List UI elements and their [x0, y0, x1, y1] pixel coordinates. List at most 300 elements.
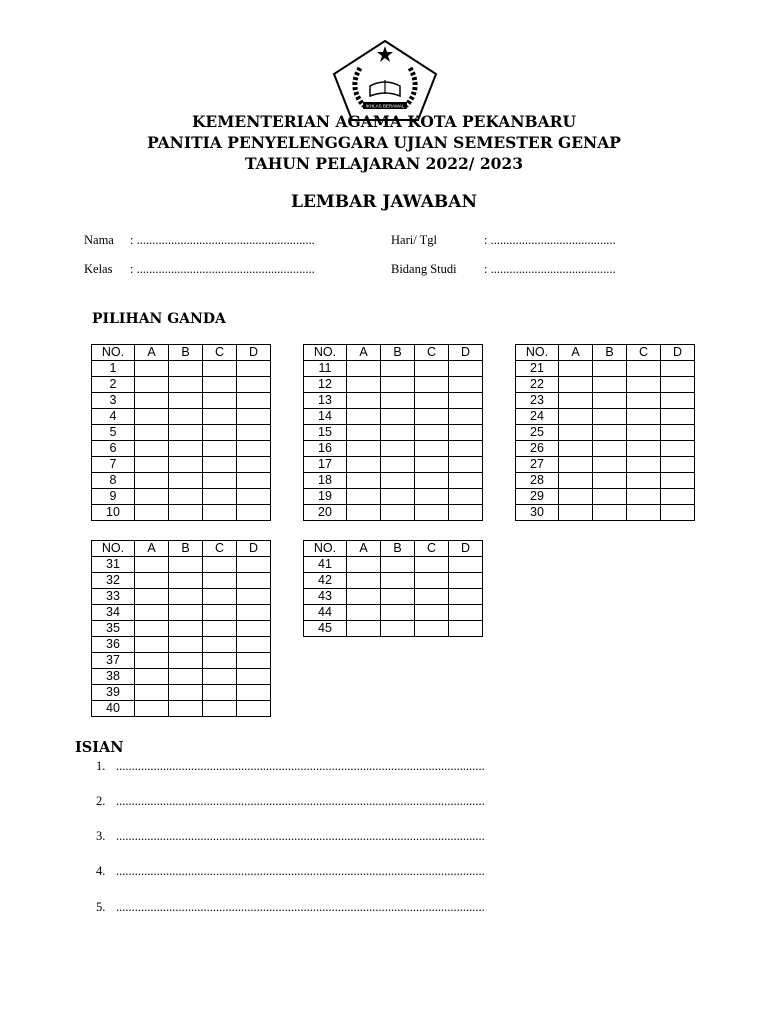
answer-cell[interactable]: [593, 361, 627, 377]
answer-cell[interactable]: [593, 473, 627, 489]
question-number: 14: [304, 409, 347, 425]
answer-cell[interactable]: [559, 409, 593, 425]
answer-cell[interactable]: [169, 457, 203, 473]
answer-cell[interactable]: [449, 361, 483, 377]
answer-cell[interactable]: [347, 473, 381, 489]
answer-cell[interactable]: [415, 457, 449, 473]
answer-cell[interactable]: [661, 505, 695, 521]
answer-cell[interactable]: [661, 457, 695, 473]
question-number: 27: [516, 457, 559, 473]
answer-cell[interactable]: [135, 425, 169, 441]
answer-cell[interactable]: [347, 621, 381, 637]
answer-cell[interactable]: [135, 393, 169, 409]
question-number: 31: [92, 557, 135, 573]
answer-cell[interactable]: [415, 505, 449, 521]
table-row: [516, 409, 695, 425]
answer-cell[interactable]: [559, 441, 593, 457]
answer-cell[interactable]: [203, 557, 237, 573]
table-header-row: [92, 541, 271, 557]
answer-cell[interactable]: [593, 425, 627, 441]
answer-cell[interactable]: [203, 685, 237, 701]
table-row: [92, 473, 271, 489]
answer-cell[interactable]: [135, 361, 169, 377]
answer-cell[interactable]: [169, 393, 203, 409]
answer-cell[interactable]: [203, 457, 237, 473]
isian-number: 4.: [96, 864, 106, 878]
answer-cell[interactable]: [449, 393, 483, 409]
answer-cell[interactable]: [415, 589, 449, 605]
column-header-option: A: [135, 541, 169, 557]
isian-answer-line[interactable]: ......................................................................................................................: [116, 759, 485, 773]
table-row: [92, 605, 271, 621]
answer-cell[interactable]: [661, 409, 695, 425]
answer-cell[interactable]: [347, 377, 381, 393]
answer-cell[interactable]: [169, 685, 203, 701]
answer-cell[interactable]: [381, 505, 415, 521]
question-number: 37: [92, 653, 135, 669]
isian-answer-line[interactable]: ......................................................................................................................: [116, 829, 485, 843]
answer-cell[interactable]: [449, 589, 483, 605]
question-number: 32: [92, 573, 135, 589]
answer-cell[interactable]: [381, 377, 415, 393]
column-header-option: C: [627, 345, 661, 361]
answer-cell[interactable]: [449, 441, 483, 457]
pilihan-ganda-heading: PILIHAN GANDA: [92, 311, 226, 327]
answer-cell[interactable]: [347, 393, 381, 409]
table-row: [304, 505, 483, 521]
table-row: [304, 489, 483, 505]
table-row: [92, 573, 271, 589]
answer-cell[interactable]: [169, 557, 203, 573]
column-header-option: C: [415, 345, 449, 361]
answer-cell[interactable]: [627, 393, 661, 409]
answer-cell[interactable]: [203, 669, 237, 685]
answer-cell[interactable]: [237, 653, 271, 669]
answer-cell[interactable]: [135, 621, 169, 637]
answer-cell[interactable]: [559, 473, 593, 489]
answer-cell[interactable]: [169, 505, 203, 521]
question-number: 43: [304, 589, 347, 605]
answer-cell[interactable]: [169, 409, 203, 425]
column-header-option: D: [661, 345, 695, 361]
answer-cell[interactable]: [169, 425, 203, 441]
answer-cell[interactable]: [135, 653, 169, 669]
answer-cell[interactable]: [593, 393, 627, 409]
hari-value[interactable]: : ........................................: [484, 233, 616, 247]
answer-cell[interactable]: [627, 505, 661, 521]
answer-cell[interactable]: [415, 441, 449, 457]
answer-cell[interactable]: [593, 441, 627, 457]
answer-cell[interactable]: [169, 653, 203, 669]
answer-cell[interactable]: [559, 393, 593, 409]
answer-cell[interactable]: [135, 441, 169, 457]
answer-cell[interactable]: [237, 557, 271, 573]
answer-table-31-40: [91, 540, 271, 717]
isian-answer-line[interactable]: ......................................................................................................................: [116, 900, 485, 914]
answer-cell[interactable]: [381, 589, 415, 605]
answer-cell[interactable]: [661, 361, 695, 377]
table-row: [516, 489, 695, 505]
answer-cell[interactable]: [593, 409, 627, 425]
answer-cell[interactable]: [237, 589, 271, 605]
table-row: [304, 457, 483, 473]
answer-cell[interactable]: [449, 473, 483, 489]
answer-cell[interactable]: [449, 573, 483, 589]
table-row: [304, 393, 483, 409]
isian-number: 3.: [96, 829, 106, 843]
question-number: 40: [92, 701, 135, 717]
answer-cell[interactable]: [135, 589, 169, 605]
isian-number: 2.: [96, 794, 106, 808]
isian-heading: ISIAN: [75, 739, 124, 756]
question-number: 19: [304, 489, 347, 505]
answer-cell[interactable]: [169, 573, 203, 589]
answer-cell[interactable]: [661, 489, 695, 505]
answer-cell[interactable]: [381, 489, 415, 505]
table-header-row: [304, 541, 483, 557]
question-number: 34: [92, 605, 135, 621]
question-number: 16: [304, 441, 347, 457]
column-header-option: C: [203, 345, 237, 361]
answer-cell[interactable]: [203, 505, 237, 521]
answer-cell[interactable]: [203, 637, 237, 653]
column-header-no: NO.: [92, 541, 135, 557]
table-row: [92, 557, 271, 573]
answer-cell[interactable]: [237, 637, 271, 653]
answer-cell[interactable]: [237, 409, 271, 425]
isian-item: [96, 794, 485, 809]
answer-cell[interactable]: [415, 377, 449, 393]
answer-cell[interactable]: [559, 377, 593, 393]
column-header-no: NO.: [92, 345, 135, 361]
answer-cell[interactable]: [135, 605, 169, 621]
table-row: [92, 441, 271, 457]
answer-cell[interactable]: [135, 573, 169, 589]
question-number: 33: [92, 589, 135, 605]
answer-cell[interactable]: [593, 489, 627, 505]
answer-cell[interactable]: [135, 685, 169, 701]
table-row: [516, 393, 695, 409]
column-header-option: D: [449, 541, 483, 557]
answer-cell[interactable]: [135, 473, 169, 489]
hari-label: Hari/ Tgl: [391, 233, 437, 247]
answer-cell[interactable]: [627, 441, 661, 457]
answer-cell[interactable]: [381, 457, 415, 473]
answer-cell[interactable]: [627, 425, 661, 441]
answer-cell[interactable]: [449, 557, 483, 573]
answer-cell[interactable]: [135, 409, 169, 425]
table-row: [92, 377, 271, 393]
isian-item: [96, 759, 485, 774]
answer-cell[interactable]: [415, 473, 449, 489]
answer-cell[interactable]: [559, 361, 593, 377]
answer-cell[interactable]: [237, 377, 271, 393]
answer-cell[interactable]: [593, 457, 627, 473]
answer-cell[interactable]: [237, 505, 271, 521]
question-number: 36: [92, 637, 135, 653]
isian-answer-line[interactable]: ......................................................................................................................: [116, 864, 485, 878]
answer-cell[interactable]: [203, 653, 237, 669]
table-row: [304, 473, 483, 489]
answer-cell[interactable]: [135, 457, 169, 473]
answer-cell[interactable]: [347, 409, 381, 425]
table-row: [304, 589, 483, 605]
nama-label: Nama: [84, 233, 114, 247]
answer-cell[interactable]: [237, 669, 271, 685]
question-number: 1: [92, 361, 135, 377]
answer-cell[interactable]: [169, 621, 203, 637]
answer-cell[interactable]: [135, 701, 169, 717]
answer-cell[interactable]: [237, 441, 271, 457]
answer-cell[interactable]: [169, 589, 203, 605]
answer-cell[interactable]: [627, 457, 661, 473]
answer-cell[interactable]: [381, 425, 415, 441]
table-row: [304, 377, 483, 393]
question-number: 20: [304, 505, 347, 521]
answer-cell[interactable]: [169, 605, 203, 621]
answer-cell[interactable]: [381, 605, 415, 621]
answer-cell[interactable]: [415, 573, 449, 589]
answer-cell[interactable]: [203, 605, 237, 621]
answer-cell[interactable]: [237, 361, 271, 377]
table-row: [92, 361, 271, 377]
question-number: 5: [92, 425, 135, 441]
answer-cell[interactable]: [237, 473, 271, 489]
answer-table-21-30: [515, 344, 695, 521]
answer-cell[interactable]: [135, 489, 169, 505]
table-row: [92, 621, 271, 637]
answer-cell[interactable]: [661, 441, 695, 457]
question-number: 22: [516, 377, 559, 393]
answer-cell[interactable]: [203, 573, 237, 589]
answer-cell[interactable]: [237, 425, 271, 441]
table-row: [516, 505, 695, 521]
answer-cell[interactable]: [203, 393, 237, 409]
answer-cell[interactable]: [449, 457, 483, 473]
answer-cell[interactable]: [559, 505, 593, 521]
answer-cell[interactable]: [381, 393, 415, 409]
answer-cell[interactable]: [627, 409, 661, 425]
question-number: 45: [304, 621, 347, 637]
answer-cell[interactable]: [237, 457, 271, 473]
table-header-row: [304, 345, 483, 361]
question-number: 38: [92, 669, 135, 685]
answer-cell[interactable]: [169, 441, 203, 457]
question-number: 41: [304, 557, 347, 573]
question-number: 35: [92, 621, 135, 637]
answer-cell[interactable]: [381, 361, 415, 377]
question-number: 18: [304, 473, 347, 489]
question-number: 26: [516, 441, 559, 457]
answer-cell[interactable]: [203, 701, 237, 717]
kelas-value[interactable]: : .........................................................: [130, 262, 315, 276]
column-header-option: A: [347, 541, 381, 557]
question-number: 2: [92, 377, 135, 393]
table-row: [92, 653, 271, 669]
column-header-option: B: [593, 345, 627, 361]
answer-cell[interactable]: [347, 505, 381, 521]
answer-cell[interactable]: [237, 685, 271, 701]
answer-cell[interactable]: [415, 557, 449, 573]
question-number: 42: [304, 573, 347, 589]
question-number: 17: [304, 457, 347, 473]
answer-cell[interactable]: [347, 457, 381, 473]
answer-cell[interactable]: [203, 441, 237, 457]
svg-text:IKHLAS BERAMAL: IKHLAS BERAMAL: [365, 103, 405, 109]
answer-cell[interactable]: [135, 637, 169, 653]
answer-cell[interactable]: [559, 425, 593, 441]
table-header-row: [516, 345, 695, 361]
nama-value[interactable]: : .........................................................: [130, 233, 315, 247]
column-header-option: B: [169, 345, 203, 361]
answer-cell[interactable]: [347, 441, 381, 457]
table-row: [516, 361, 695, 377]
answer-cell[interactable]: [449, 489, 483, 505]
column-header-option: A: [559, 345, 593, 361]
answer-cell[interactable]: [347, 489, 381, 505]
isian-answer-line[interactable]: ......................................................................................................................: [116, 794, 485, 808]
answer-cell[interactable]: [415, 393, 449, 409]
column-header-no: NO.: [304, 345, 347, 361]
table-row: [516, 473, 695, 489]
academic-year: TAHUN PELAJARAN 2022/ 2023: [244, 154, 523, 173]
question-number: 39: [92, 685, 135, 701]
answer-cell[interactable]: [381, 573, 415, 589]
column-header-no: NO.: [516, 345, 559, 361]
answer-cell[interactable]: [661, 377, 695, 393]
answer-cell[interactable]: [203, 621, 237, 637]
answer-cell[interactable]: [169, 637, 203, 653]
answer-cell[interactable]: [135, 669, 169, 685]
answer-cell[interactable]: [449, 377, 483, 393]
answer-cell[interactable]: [593, 377, 627, 393]
table-row: [304, 605, 483, 621]
answer-cell[interactable]: [237, 621, 271, 637]
answer-cell[interactable]: [169, 701, 203, 717]
answer-cell[interactable]: [237, 573, 271, 589]
answer-cell[interactable]: [415, 621, 449, 637]
table-row: [92, 589, 271, 605]
isian-number: 5.: [96, 900, 106, 914]
bidang-value[interactable]: : ........................................: [484, 262, 616, 276]
question-number: 13: [304, 393, 347, 409]
answer-cell[interactable]: [347, 573, 381, 589]
answer-cell[interactable]: [415, 409, 449, 425]
table-row: [92, 489, 271, 505]
answer-cell[interactable]: [381, 473, 415, 489]
answer-cell[interactable]: [203, 489, 237, 505]
answer-cell[interactable]: [347, 425, 381, 441]
column-header-option: C: [415, 541, 449, 557]
answer-cell[interactable]: [203, 473, 237, 489]
column-header-option: D: [237, 345, 271, 361]
answer-cell[interactable]: [169, 473, 203, 489]
answer-cell[interactable]: [347, 557, 381, 573]
answer-cell[interactable]: [237, 489, 271, 505]
answer-cell[interactable]: [449, 621, 483, 637]
answer-cell[interactable]: [237, 701, 271, 717]
answer-cell[interactable]: [381, 621, 415, 637]
table-row: [304, 441, 483, 457]
answer-cell[interactable]: [627, 377, 661, 393]
answer-cell[interactable]: [381, 557, 415, 573]
isian-item: [96, 829, 485, 844]
answer-cell[interactable]: [559, 489, 593, 505]
table-row: [516, 425, 695, 441]
question-number: 21: [516, 361, 559, 377]
answer-cell[interactable]: [661, 473, 695, 489]
ministry-name: KEMENTERIAN AGAMA KOTA PEKANBARU: [191, 112, 577, 131]
wreath-right-icon: [406, 68, 415, 106]
answer-cell[interactable]: [169, 489, 203, 505]
answer-cell[interactable]: [415, 361, 449, 377]
answer-cell[interactable]: [449, 605, 483, 621]
answer-cell[interactable]: [593, 505, 627, 521]
answer-cell[interactable]: [237, 605, 271, 621]
table-row: [92, 409, 271, 425]
answer-cell[interactable]: [449, 409, 483, 425]
answer-cell[interactable]: [415, 605, 449, 621]
table-row: [304, 557, 483, 573]
answer-cell[interactable]: [627, 489, 661, 505]
committee-name: PANITIA PENYELENGGARA UJIAN SEMESTER GENAP: [147, 133, 621, 152]
answer-cell[interactable]: [169, 669, 203, 685]
answer-cell[interactable]: [415, 425, 449, 441]
answer-cell[interactable]: [415, 489, 449, 505]
answer-cell[interactable]: [135, 505, 169, 521]
table-row: [304, 573, 483, 589]
bidang-label: Bidang Studi: [391, 262, 457, 276]
page-title: LEMBAR JAWABAN: [290, 192, 477, 212]
kelas-label: Kelas: [84, 262, 113, 276]
answer-cell[interactable]: [627, 473, 661, 489]
column-header-option: A: [135, 345, 169, 361]
answer-cell[interactable]: [347, 589, 381, 605]
answer-cell[interactable]: [203, 409, 237, 425]
answer-cell[interactable]: [135, 557, 169, 573]
answer-cell[interactable]: [381, 409, 415, 425]
answer-cell[interactable]: [203, 377, 237, 393]
ministry-logo: [330, 38, 440, 122]
column-header-option: D: [449, 345, 483, 361]
answer-cell[interactable]: [381, 441, 415, 457]
column-header-option: D: [237, 541, 271, 557]
answer-cell[interactable]: [559, 457, 593, 473]
column-header-no: NO.: [304, 541, 347, 557]
answer-cell[interactable]: [237, 393, 271, 409]
answer-cell[interactable]: [347, 361, 381, 377]
question-number: 4: [92, 409, 135, 425]
table-row: [516, 457, 695, 473]
answer-cell[interactable]: [449, 425, 483, 441]
answer-cell[interactable]: [169, 361, 203, 377]
answer-cell[interactable]: [347, 605, 381, 621]
answer-cell[interactable]: [169, 377, 203, 393]
table-row: [304, 621, 483, 637]
question-number: 10: [92, 505, 135, 521]
answer-cell[interactable]: [449, 505, 483, 521]
star-icon: [377, 46, 393, 62]
answer-cell[interactable]: [203, 589, 237, 605]
answer-cell[interactable]: [203, 425, 237, 441]
answer-cell[interactable]: [203, 361, 237, 377]
answer-cell[interactable]: [661, 425, 695, 441]
answer-cell[interactable]: [627, 361, 661, 377]
answer-cell[interactable]: [135, 377, 169, 393]
question-number: 3: [92, 393, 135, 409]
table-row: [304, 425, 483, 441]
answer-cell[interactable]: [661, 393, 695, 409]
